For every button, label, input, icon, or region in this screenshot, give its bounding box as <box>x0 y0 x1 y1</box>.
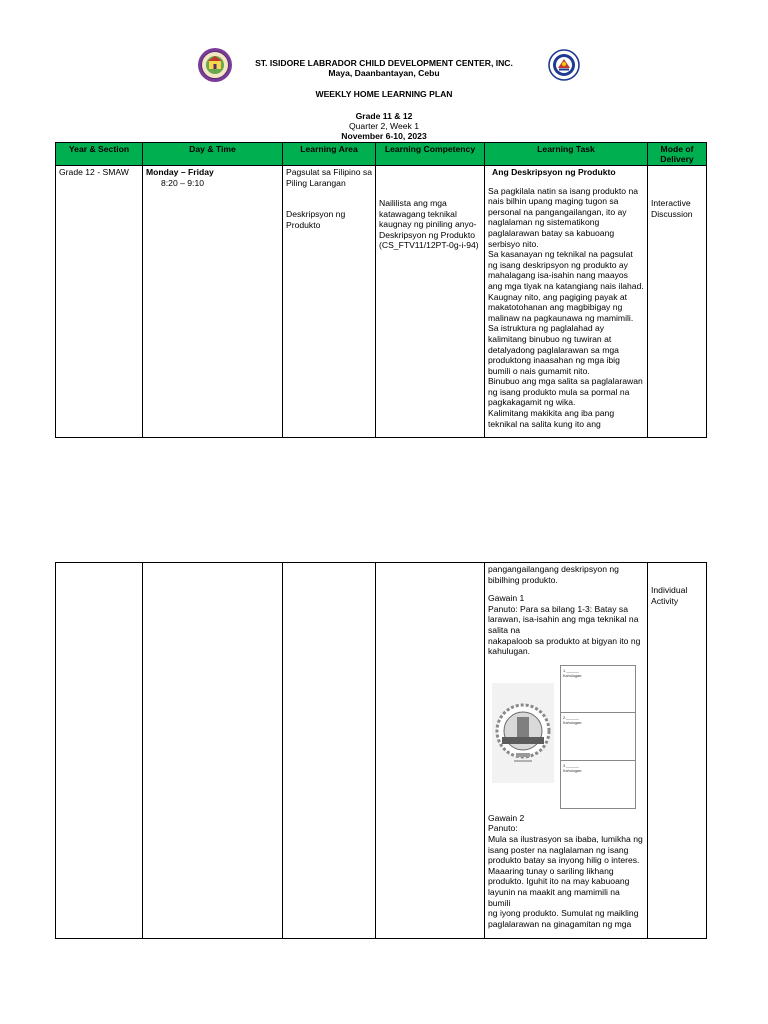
mode-text: Interactive Discussion <box>651 198 693 219</box>
mode-of-delivery-cell <box>648 563 707 939</box>
school-name: ST. ISIDORE LABRADOR CHILD DEVELOPMENT CENTER, INC. <box>255 58 513 68</box>
learning-area-cell <box>283 563 376 939</box>
mode-text: Individual Activity <box>651 585 688 606</box>
answer-label: Kahulugan: <box>563 720 583 725</box>
learning-area-subject: Pagsulat sa Filipino sa Piling Larangan <box>286 167 372 188</box>
task-continued: pangangailangang deskripsyon ng bibilhing produkto. <box>488 564 619 585</box>
learning-area-topic: Deskripsyon ng Produkto <box>286 209 346 230</box>
gawain2-instructions: Mula sa ilustrasyon sa ibaba, lumikha ng isang poster na naglalaman ng isang produkto batay sa inyong hilig o interes. Maaaring tunay o sariling likhang produkto. Iguhit ito na may kabuoang layunin na maakit ang mamimili na bumili <box>488 833 643 908</box>
plan-title: WEEKLY HOME LEARNING PLAN <box>315 89 453 99</box>
col-learning-competency: Learning Competency <box>376 143 485 166</box>
learning-area-cell <box>283 166 376 438</box>
answer-box[interactable] <box>560 761 636 809</box>
gawain1-instructions-cont: nakapaloob sa produkto at bigyan ito ng kahulugan. <box>488 635 641 657</box>
table-header-row <box>56 143 707 166</box>
task-paragraph: Kaugnay nito, ang pagiging payak at makatotohanan ang magbibigay ng malinaw na pagkaunawa ng mamimili. <box>488 291 634 323</box>
table-row <box>56 166 707 438</box>
learning-competency-cell <box>376 166 485 438</box>
answer-number: 3.______ <box>563 763 579 768</box>
day-text: Monday – Friday <box>146 167 214 177</box>
answer-number: 1.______ <box>563 668 579 673</box>
day-time-cell <box>143 563 283 939</box>
day-time-cell <box>143 166 283 438</box>
task-paragraph: Kalimitang makikita ang iba pang teknikal na salita kung ito ang <box>488 408 615 429</box>
mode-of-delivery-cell <box>648 166 707 438</box>
task-paragraph: Sa kasanayan ng teknikal na pagsulat ng isang deskripsyon ng produkto ay mahalagang isa-isahin nang maayos ang mga tiyak na katangiang nais ilahad. <box>488 249 644 291</box>
answer-box[interactable] <box>560 665 636 713</box>
quarter-week: Quarter 2, Week 1 <box>348 121 420 131</box>
year-section-cell <box>56 563 143 939</box>
gawain2-title: Gawain 2 <box>488 812 525 823</box>
col-learning-area: Learning Area <box>283 143 376 166</box>
gawain2-instructions-cont: ng iyong produkto. Sumulat ng maikling paglalarawan na ginagamitan ng mga <box>488 908 639 929</box>
competency-text: Naililista ang mga katawagang teknikal kaugnay ng piniling anyo- Deskripsyon ng Produkto (CS_FTV11/12PT-0g-i-94) <box>379 198 479 251</box>
answer-number: 2.______ <box>563 715 579 720</box>
col-day-time: Day & Time <box>143 143 283 166</box>
col-learning-task: Learning Task <box>485 143 648 166</box>
learning-plan-table <box>55 142 707 438</box>
learning-task-cell <box>485 563 648 939</box>
date-range: November 6-10, 2023 <box>341 131 427 141</box>
gawain1-title: Gawain 1 <box>488 593 525 604</box>
task-paragraph: Sa istruktura ng paglalahad ay kalimitang binubuo ng tuwiran at detalyadong paglalarawan sa mga produktong inaasahan ng mga ibig bumili o nais gumamit nito. <box>488 323 620 376</box>
answer-box[interactable] <box>560 713 636 761</box>
gawain2-label: Panuto: <box>488 823 518 834</box>
gawain1-figure <box>492 665 644 809</box>
school-address: Maya, Daanbantayan, Cebu <box>328 68 440 78</box>
learning-plan-table-continued <box>55 562 707 939</box>
time-text: 8:20 – 9:10 <box>161 177 205 188</box>
gawain1-instructions: Panuto: Para sa bilang 1-3: Batay sa larawan, isa-isahin ang mga teknikal na salita na <box>488 603 639 635</box>
task-paragraph: Binubuo ang mga salita sa paglalarawan ng isang produkto mula sa pormal na pagkakagamit ng wika. <box>488 376 643 408</box>
answer-boxes <box>560 665 636 809</box>
task-paragraph: Sa pagkilala natin sa isang produkto na nais bilhin upang maging tugon sa personal na pangangailangan, ito ay naglalaman ng sistematikong paglalarawan batay sa kabuoang serbisyo nito. <box>488 185 639 249</box>
answer-label: Kahulugan: <box>563 673 583 678</box>
year-section-cell: Grade 12 - SMAW <box>56 166 143 438</box>
col-mode-of-delivery: Mode of Delivery <box>648 143 707 166</box>
answer-label: Kahulugan: <box>563 768 583 773</box>
product-seal-image <box>492 683 554 783</box>
task-title: Ang Deskripsyon ng Produkto <box>492 167 616 177</box>
learning-competency-cell <box>376 563 485 939</box>
grade-level: Grade 11 & 12 <box>355 111 413 121</box>
learning-task-cell <box>485 166 648 438</box>
table-row <box>56 563 707 939</box>
col-year-section: Year & Section <box>56 143 143 166</box>
